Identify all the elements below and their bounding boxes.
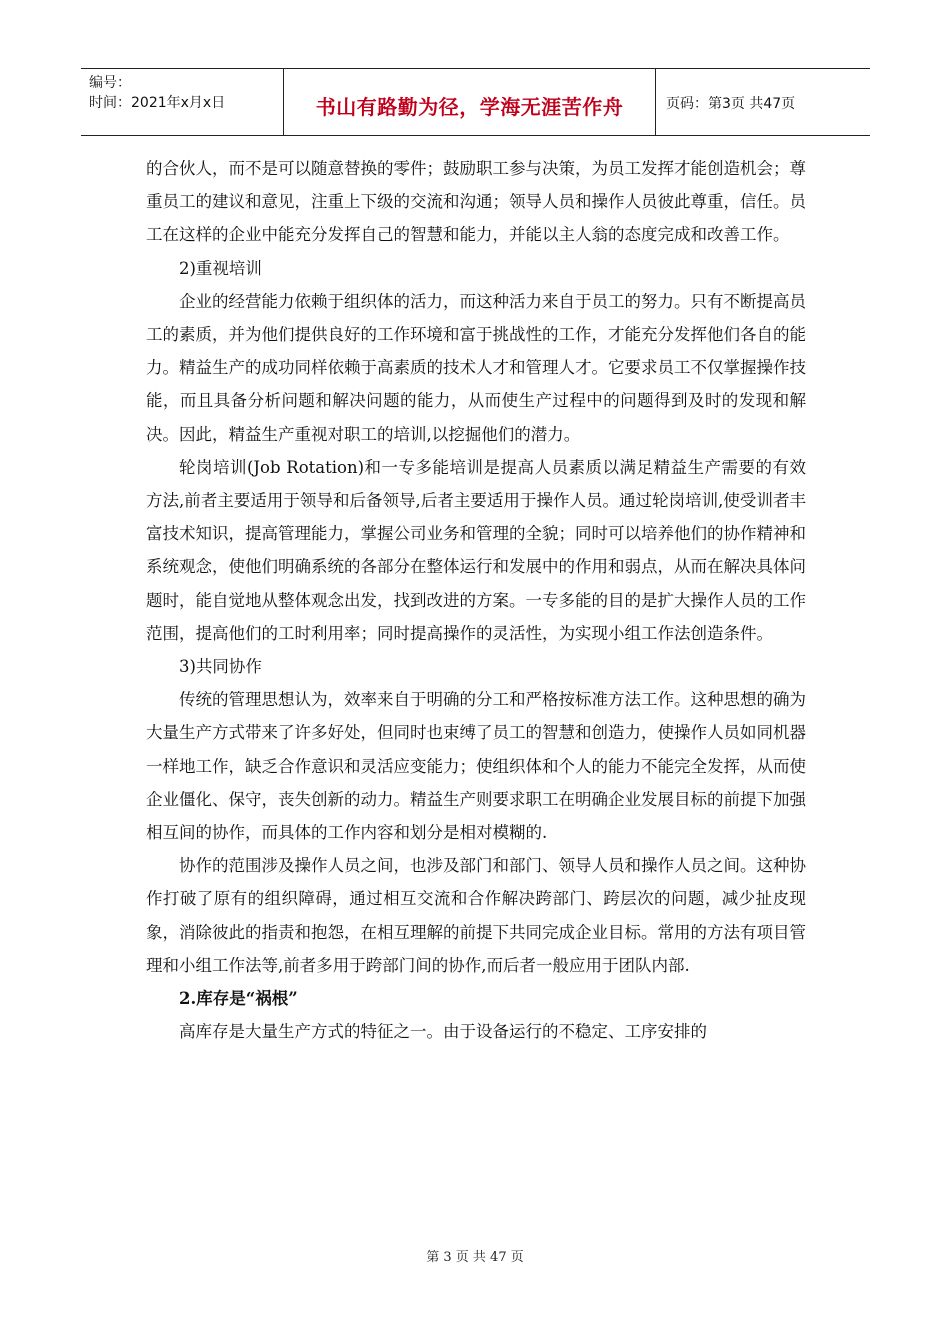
- paragraph-continuation: 的合伙人，而不是可以随意替换的零件；鼓励职工参与决策，为员工发挥才能创造机会；尊重员工的建议和意见，注重上下级的交流和沟通；领导人员和操作人员彼此尊重，信任。员工在这样的企业中能充分发挥自己的智慧和能力，并能以主人翁的态度完成和改善工作。: [146, 159, 806, 245]
- header-motto-cell: [284, 69, 656, 135]
- paragraph: 高库存是大量生产方式的特征之一。由于设备运行的不稳定、工序安排的: [179, 1022, 707, 1042]
- header-motto: 书山有路勤为径，学海无涯苦作舟: [315, 94, 624, 119]
- time-label: 时间：2021年x月x日: [89, 95, 226, 111]
- paragraph: 协作的范围涉及操作人员之间，也涉及部门和部门、领导人员和操作人员之间。这种协作打破了原有的组织障碍，通过相互交流和合作解决跨部门、跨层次的问题，减少扯皮现象，消除彼此的指责和抱怨，在相互理解的前提下共同完成企业目标。常用的方法有项目管理和小组工作法等,前者多用于跨部门间的协作,而后者一般应用于团队内部.: [146, 856, 806, 975]
- paragraph: 传统的管理思想认为，效率来自于明确的分工和严格按标准方法工作。这种思想的确为大量生产方式带来了许多好处，但同时也束缚了员工的智慧和创造力，使操作人员如同机器一样地工作，缺乏合作意识和灵活应变能力；使组织体和个人的能力不能完全发挥，从而使企业僵化、保守，丧失创新的动力。精益生产则要求职工在明确企业发展目标的前提下加强相互间的协作，而具体的工作内容和划分是相对模糊的.: [146, 690, 806, 843]
- page-footer: 第 3 页 共 47 页: [426, 1250, 524, 1265]
- section-heading-cooperation: 3)共同协作: [179, 657, 262, 677]
- header-page-info: 页码：第3页 共47页: [666, 96, 796, 112]
- paragraph: 轮岗培训(Job Rotation)和一专多能培训是提高人员素质以满足精益生产需要的有效方法,前者主要适用于领导和后备领导,后者主要适用于操作人员。通过轮岗培训,使受训者丰富技术知识，提高管理能力，掌握公司业务和管理的全貌；同时可以培养他们的协作精神和系统观念，使他们明确系统的各部分在整体运行和发展中的作用和弱点，从而在解决具体问题时，能自觉地从整体观念出发，找到改进的方案。一专多能的目的是扩大操作人员的工作范围，提高他们的工时利用率；同时提高操作的灵活性，为实现小组工作法创造条件。: [146, 457, 806, 643]
- code-label: 编号：: [89, 75, 131, 91]
- section-heading-training: 2)重视培训: [179, 258, 262, 278]
- paragraph: 企业的经营能力依赖于组织体的活力，而这种活力来自于员工的努力。只有不断提高员工的素质，并为他们提供良好的工作环境和富于挑战性的工作，才能充分发挥他们各自的能力。精益生产的成功同样依赖于高素质的技术人才和管理人才。它要求员工不仅掌握操作技能，而且具备分析问题和解决问题的能力，从而使生产过程中的问题得到及时的发现和解决。因此，精益生产重视对职工的培训,以挖掘他们的潜力。: [146, 291, 806, 444]
- header-meta: [81, 69, 284, 135]
- section-heading-inventory: 2.库存是“祸根”: [179, 989, 298, 1009]
- document-body: [146, 152, 806, 1048]
- document-header: [81, 68, 870, 136]
